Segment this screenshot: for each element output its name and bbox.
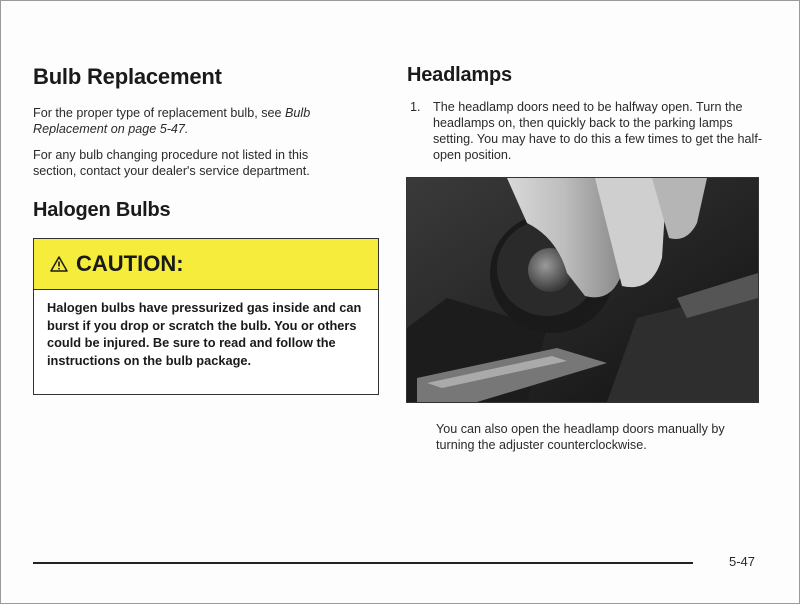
headlamp-photo [406,177,759,403]
step-item [407,99,767,163]
intro-reference: Bulb Replacement on page 5-47. [33,106,311,136]
headlamps-title: Headlamps [407,64,512,86]
section-title: Bulb Replacement [33,64,222,89]
caution-label: CAUTION: [76,251,184,276]
right-column [407,64,767,163]
caution-header [34,239,378,290]
footer-rule [33,562,693,564]
intro-prefix: For the proper type of replacement bulb, see [33,106,286,120]
dealer-paragraph: For any bulb changing procedure not listed in this section, contact your dealer's service department. [33,148,310,178]
warning-triangle-icon [50,256,68,272]
photo-caption: You can also open the headlamp doors manually by turning the adjuster counterclockwise. [436,422,725,452]
step-number: 1. [410,100,421,114]
page-number: 5-47 [729,554,756,569]
step-text: The headlamp doors need to be halfway open. Turn the headlamps on, then quickly back to the parking lamps setting. You may have to do this a few times to get the half-open position. [433,100,763,162]
caution-text: Halogen bulbs have pressurized gas inside and can burst if you drop or scratch the bulb. You or others could be injured. Be sure to read and follow the instructions on the bulb package. [47,300,362,368]
caution-box [33,238,379,395]
left-column [33,64,353,222]
steps-list [407,99,767,163]
headlamp-illustration [407,178,758,402]
subsection-title: Halogen Bulbs [33,199,171,221]
intro-paragraph [33,105,353,137]
